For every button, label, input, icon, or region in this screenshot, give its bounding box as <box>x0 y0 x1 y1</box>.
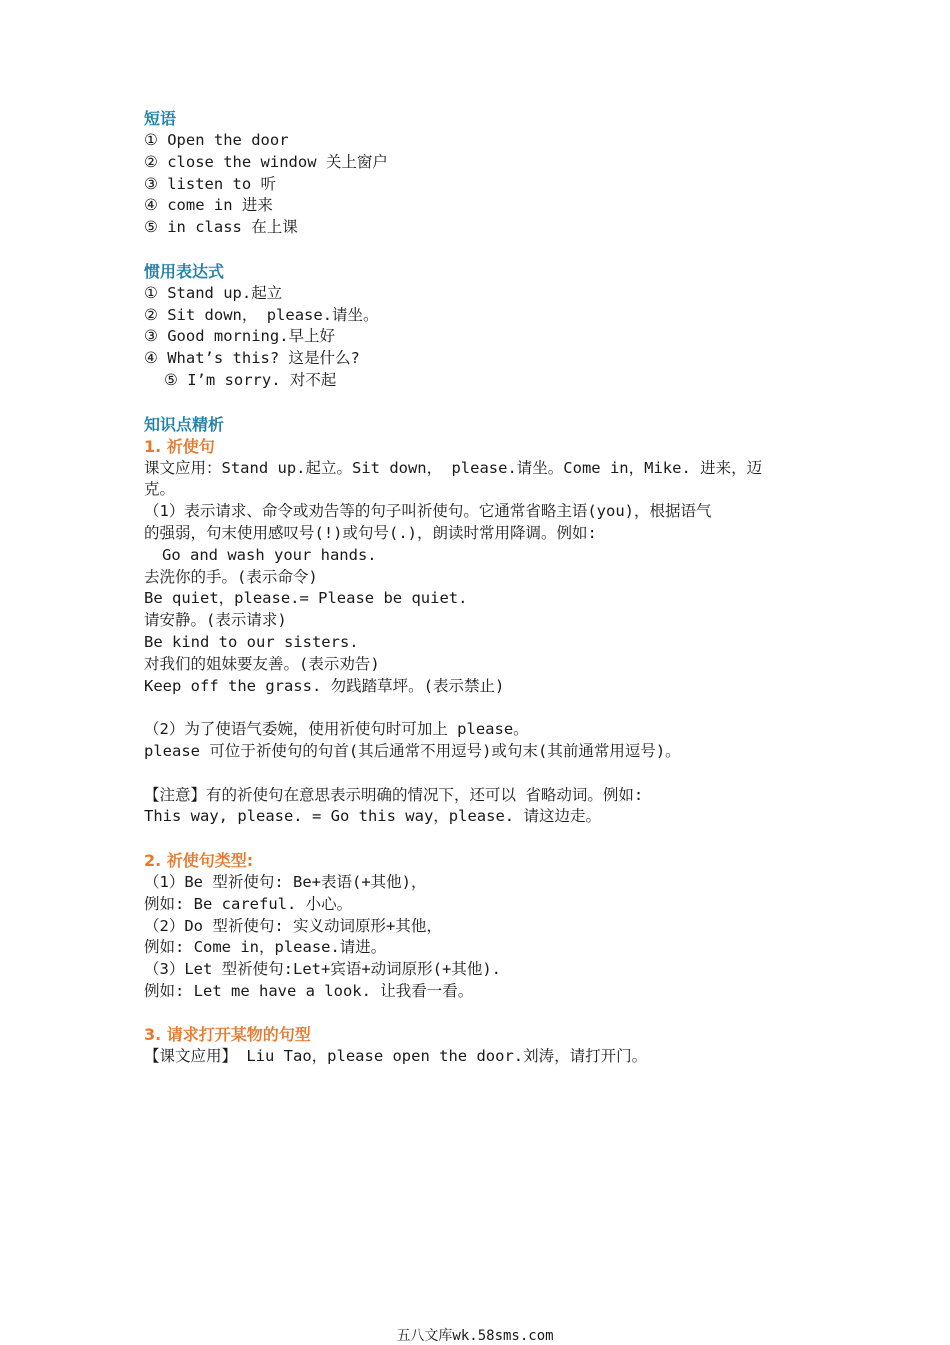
footer-watermark: 五八文库wk.58sms.com <box>396 1328 554 1344</box>
section1-title: 1. 祈使句 <box>144 436 215 456</box>
text-line: 例如: Be careful. 小心。 <box>144 894 353 913</box>
text-line: （1）表示请求、命令或劝告等的句子叫祈使句。它通常省略主语(you)，根据语气 <box>144 502 712 521</box>
text-line: Keep off the grass. 勿践踏草坪。(表示禁止) <box>144 676 505 695</box>
phrase-item: ⑤ in class 在上课 <box>144 218 298 237</box>
text-line: 【课文应用】 Liu Tao，please open the door.刘涛，请打开门。 <box>144 1047 648 1066</box>
text-line: （2）为了使语气委婉，使用祈使句时可加上 please。 <box>144 720 529 739</box>
text-line: 请安静。(表示请求) <box>144 611 287 630</box>
document-body <box>144 108 814 1068</box>
expression-item: ③ Good morning.早上好 <box>144 327 336 346</box>
expression-item: ① Stand up.起立 <box>144 283 283 302</box>
text-line: （2）Do 型祈使句: 实义动词原形+其他， <box>144 916 442 935</box>
text-line: Be quiet，please.= Please be quiet. <box>144 589 468 608</box>
expressions-heading: 惯用表达式 <box>144 261 225 281</box>
phrases-heading: 短语 <box>144 109 177 128</box>
text-line: Be kind to our sisters. <box>144 632 359 651</box>
text-line: （3）Let 型祈使句:Let+宾语+动词原形(+其他). <box>144 960 501 979</box>
text-line: Go and wash your hands. <box>162 545 377 564</box>
text-line: 去洗你的手。(表示命令) <box>144 567 318 586</box>
text-line: 例如: Come in，please.请进。 <box>144 938 387 957</box>
expression-item: ② Sit down， please.请坐。 <box>144 305 379 324</box>
text-line: （1）Be 型祈使句: Be+表语(+其他)， <box>144 872 427 891</box>
expression-item: ④ What’s this? 这是什么? <box>144 349 360 368</box>
phrase-item: ① Open the door <box>144 131 289 149</box>
phrase-item: ③ listen to 听 <box>144 174 277 193</box>
phrase-item: ② close the window 关上窗户 <box>144 152 388 171</box>
analysis-heading: 知识点精析 <box>144 414 225 434</box>
text-line: 例如: Let me have a look. 让我看一看。 <box>144 981 474 1000</box>
note-line: This way, please. = Go this way，please. 请这边走。 <box>144 807 601 826</box>
text-line: 的强弱，句末使用感叹号(!)或句号(.)，朗读时常用降调。例如: <box>144 523 597 542</box>
note-line: 【注意】有的祈使句在意思表示明确的情况下，还可以 省略动词。例如: <box>144 785 644 804</box>
section2-title: 2. 祈使句类型: <box>144 850 254 870</box>
text-line: please 可位于祈使句的句首(其后通常不用逗号)或句末(其前通常用逗号)。 <box>144 741 681 760</box>
section3-title: 3. 请求打开某物的句型 <box>144 1025 311 1045</box>
text-line: 课文应用：Stand up.起立。Sit down， please.请坐。Come in，Mike. 进来，迈 <box>144 458 763 477</box>
phrase-item: ④ come in 进来 <box>144 196 273 215</box>
expression-item: ⑤ I’m sorry. 对不起 <box>164 370 337 389</box>
text-line: 对我们的姐妹要友善。(表示劝告) <box>144 654 380 673</box>
text-line: 克。 <box>144 480 176 499</box>
